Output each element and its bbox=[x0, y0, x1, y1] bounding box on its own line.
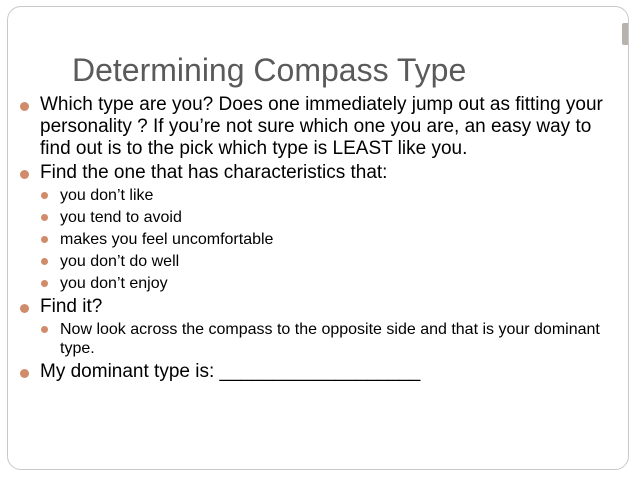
sub-bullet-item bbox=[20, 274, 620, 293]
sub-bullet-dot-icon bbox=[41, 280, 48, 287]
slide-title: Determining Compass Type bbox=[72, 52, 467, 88]
sub-bullet-item bbox=[20, 208, 620, 227]
sub-bullet-dot-icon bbox=[41, 258, 48, 265]
sub-bullet-text: makes you feel uncomfortable bbox=[60, 231, 274, 248]
bullet-item-find-the-one bbox=[20, 162, 620, 184]
bullet-text: Find it? bbox=[40, 296, 103, 317]
sub-bullet-dot-icon bbox=[41, 326, 48, 333]
bullet-dot-icon bbox=[20, 304, 29, 313]
slide-corner-tab bbox=[622, 23, 628, 45]
sub-bullet-item bbox=[20, 252, 620, 271]
bullet-text: Find the one that has characteristics that: bbox=[40, 162, 388, 183]
bullet-text: Which type are you? Does one immediately jump out as fitting your personality ? If you’re not sure which one you are, an easy way to find out is to the pick which type is LEAST like you. bbox=[40, 94, 603, 159]
sub-bullet-text: Now look across the compass to the opposite side and that is your dominant type. bbox=[60, 321, 600, 357]
slide-content bbox=[20, 94, 620, 385]
sub-bullet-dot-icon bbox=[41, 236, 48, 243]
bullet-text: My dominant type is: ___________________ bbox=[40, 361, 421, 382]
sub-bullet-item bbox=[20, 320, 620, 358]
sub-bullet-dot-icon bbox=[41, 192, 48, 199]
sub-bullet-text: you don’t do well bbox=[60, 253, 180, 270]
sub-bullet-text: you tend to avoid bbox=[60, 209, 182, 226]
sub-bullet-text: you don’t enjoy bbox=[60, 275, 168, 292]
sub-bullet-item bbox=[20, 186, 620, 205]
bullet-dot-icon bbox=[20, 369, 29, 378]
bullet-dot-icon bbox=[20, 102, 29, 111]
bullet-item-dominant-type bbox=[20, 361, 620, 383]
bullet-item-which-type bbox=[20, 94, 620, 160]
sub-bullet-dot-icon bbox=[41, 214, 48, 221]
bullet-dot-icon bbox=[20, 170, 29, 179]
sub-bullet-text: you don’t like bbox=[60, 187, 154, 204]
sub-bullet-item bbox=[20, 230, 620, 249]
bullet-item-find-it bbox=[20, 296, 620, 318]
